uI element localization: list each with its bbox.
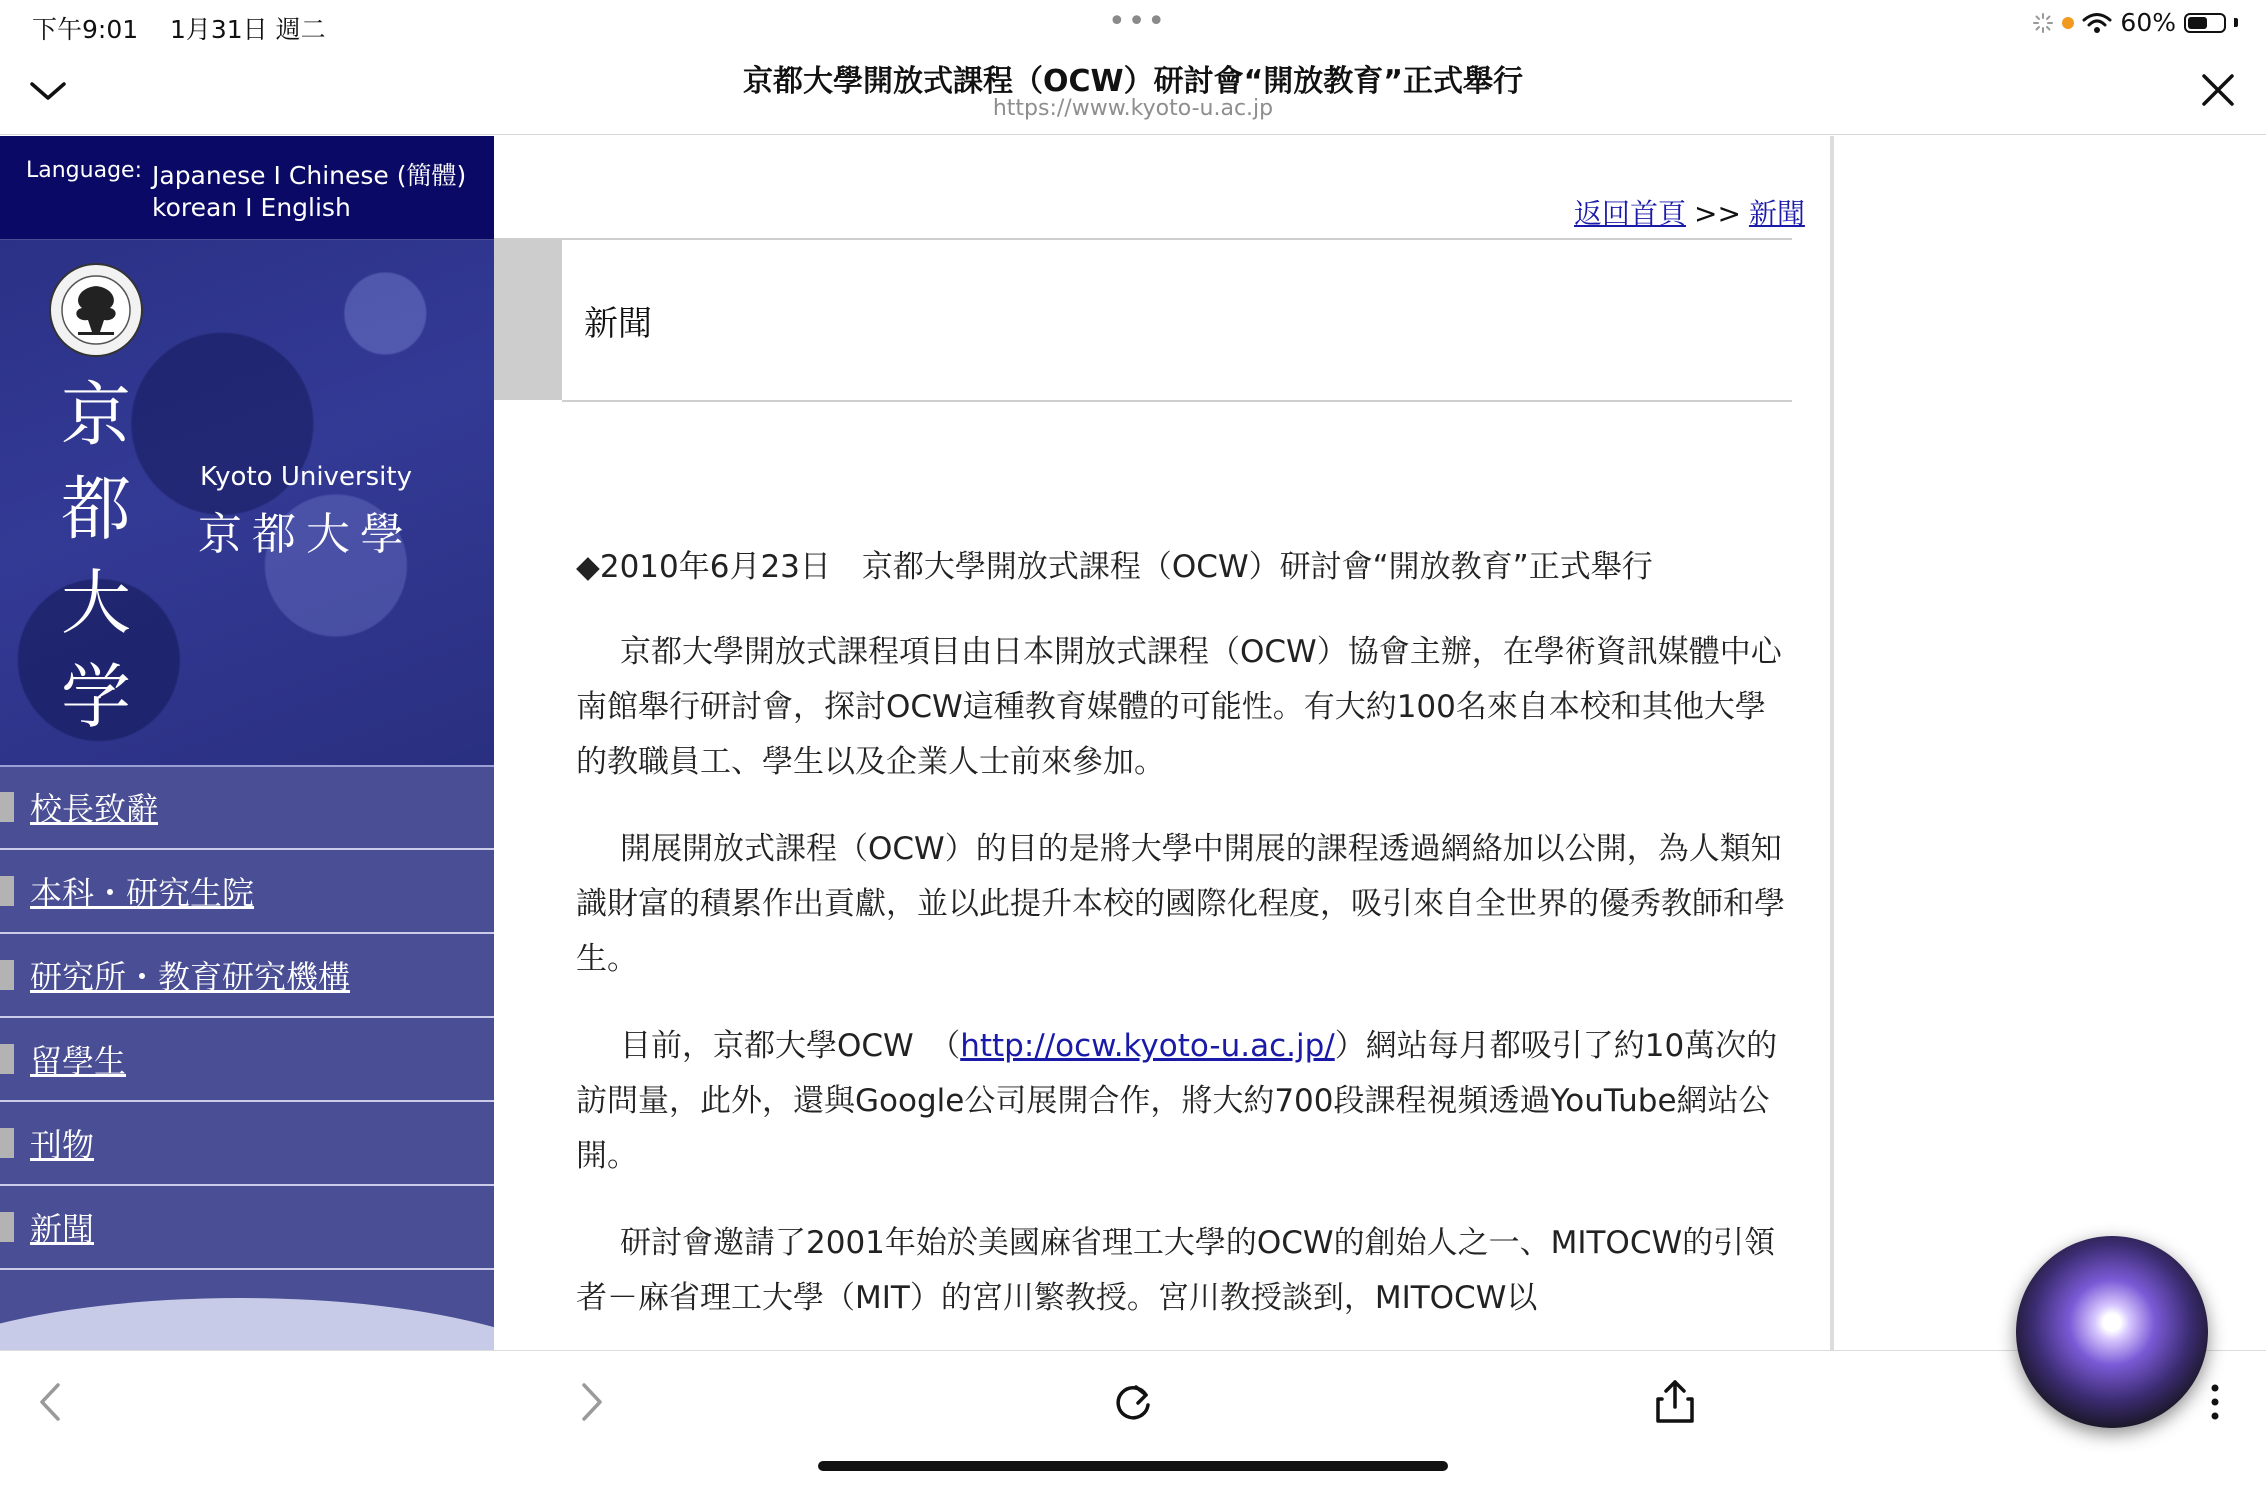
sidebar-item-faculties[interactable]: [0, 850, 494, 934]
language-row-1: [152, 156, 466, 192]
content-edge: [1830, 136, 1834, 1350]
name-char-4: 学: [61, 656, 131, 738]
lang-separator: I: [273, 161, 281, 190]
section-title: 新聞: [584, 304, 652, 344]
status-indicators: [2032, 8, 2238, 37]
article-heading: ◆2010年6月23日 京都大學開放式課程（OCW）研討會“開放教育”正式舉行: [576, 549, 1653, 585]
chevron-left-icon[interactable]: [24, 1375, 78, 1429]
activity-spinner-icon: [2032, 12, 2054, 34]
article-paragraph-1: 京都大學開放式課程項目由日本開放式課程（OCW）協會主辦，在學術資訊媒體中心南館舉行研討會，探討OCW這種教育媒體的可能性。有大約100名來自本校和其他大學的教職員工、學生以及企業人士前來參加。: [576, 634, 1782, 780]
brand-name-english: Kyoto University: [200, 462, 412, 492]
page-title: 京都大學開放式課程（OCW）研討會“開放教育”正式舉行: [742, 64, 1524, 99]
university-seal-icon: [48, 262, 144, 358]
sidebar-item-label[interactable]: 新聞: [30, 1210, 95, 1248]
title-accent-bar: [494, 240, 562, 400]
siri-icon[interactable]: [2016, 1236, 2208, 1428]
university-banner: [0, 240, 494, 767]
sidebar-item-international-students[interactable]: [0, 1018, 494, 1102]
nav-marker: [0, 792, 14, 822]
sidebar-item-publications[interactable]: [0, 1102, 494, 1186]
battery-level: [2188, 17, 2207, 29]
article-body: [576, 540, 1792, 1358]
lang-english-link[interactable]: English: [260, 193, 351, 222]
article-paragraph-4: 研討會邀請了2001年始於美國麻省理工大學的OCW的創始人之一、MITOCW的引領者－麻省理工大學（MIT）的宮川繁教授。宮川教授談到，MITOCW以: [576, 1225, 1776, 1316]
lang-japanese-link[interactable]: Japanese: [152, 161, 266, 190]
battery-percent: 60%: [2120, 8, 2176, 37]
language-row-2: [152, 193, 351, 222]
divider: [562, 400, 1792, 402]
language-label: Language:: [26, 158, 142, 183]
privacy-dot-icon: [2062, 17, 2074, 29]
status-bar: [0, 0, 2266, 46]
nav-marker: [0, 960, 14, 990]
status-date: 1月31日 週二: [169, 15, 326, 44]
sidebar-item-label[interactable]: 留學生: [30, 1042, 127, 1080]
share-icon[interactable]: [1648, 1375, 1702, 1429]
chevron-right-icon[interactable]: [564, 1375, 618, 1429]
name-char-3: 大: [61, 562, 131, 644]
sidebar-item-institutes[interactable]: [0, 934, 494, 1018]
nav-marker: [0, 1128, 14, 1158]
paragraph-text: ）網站每月都吸引了約10萬次的訪問量，此外，還與Google公司展開合作，將大約700段課程視頻透過YouTube網站公開。: [576, 1028, 1778, 1174]
page-url[interactable]: https://www.kyoto-u.ac.jp: [992, 96, 1274, 121]
browser-toolbar: [0, 1350, 2266, 1489]
sidebar-item-news[interactable]: [0, 1186, 494, 1270]
breadcrumb-news-link[interactable]: 新聞: [1748, 197, 1805, 230]
breadcrumb: [1574, 192, 1805, 232]
paragraph-text: 目前，京都大學OCW （: [620, 1028, 961, 1064]
name-char-2: 都: [61, 468, 131, 550]
sidebar-footer-decoration: [0, 1298, 494, 1350]
nav-marker: [0, 1044, 14, 1074]
sidebar-item-label[interactable]: 研究所・教育研究機構: [30, 958, 351, 996]
battery-cap: [2234, 18, 2238, 27]
article-paragraph-2: 開展開放式課程（OCW）的目的是將大學中開展的課程透過網絡加以公開，為人類知識財富的積累作出貢獻，並以此提升本校的國際化程度，吸引來自全世界的優秀教師和學生。: [576, 831, 1785, 977]
lang-korean-link[interactable]: korean: [152, 193, 238, 222]
breadcrumb-separator: >>: [1694, 197, 1741, 230]
article-paragraph-3: [576, 1019, 1792, 1184]
wifi-icon: [2082, 12, 2112, 34]
nav-marker: [0, 1212, 14, 1242]
sidebar-item-label[interactable]: 本科・研究生院: [30, 874, 255, 912]
breadcrumb-home-link[interactable]: 返回首頁: [1574, 197, 1687, 230]
multitask-dots[interactable]: •••: [1108, 4, 1168, 39]
reload-icon[interactable]: [1106, 1375, 1160, 1429]
status-clock: 下午9:01: [32, 15, 139, 44]
language-bar: [0, 136, 494, 239]
name-char-1: 京: [61, 374, 131, 456]
sidebar-item-label[interactable]: 校長致辭: [30, 790, 159, 828]
ocw-site-link[interactable]: http://ocw.kyoto-u.ac.jp/: [960, 1028, 1335, 1064]
sidebar-item-president-message[interactable]: [0, 766, 494, 850]
lang-chinese-link[interactable]: Chinese (簡體): [288, 161, 467, 190]
sidebar: [0, 136, 494, 1350]
vertical-university-name: [56, 368, 136, 744]
more-vertical-icon[interactable]: [2200, 1375, 2230, 1429]
close-icon[interactable]: [2196, 68, 2240, 112]
status-time: [32, 10, 326, 46]
lang-separator: I: [245, 193, 253, 222]
nav-marker: [0, 876, 14, 906]
sidebar-item-label[interactable]: 刊物: [30, 1126, 95, 1164]
sidebar-nav: [0, 766, 494, 1270]
section-title-box: [494, 240, 1792, 400]
battery-icon: [2184, 13, 2226, 33]
brand-name-chinese: 京都大學: [198, 509, 414, 560]
home-indicator[interactable]: [818, 1461, 1448, 1471]
browser-header: [0, 46, 2266, 135]
